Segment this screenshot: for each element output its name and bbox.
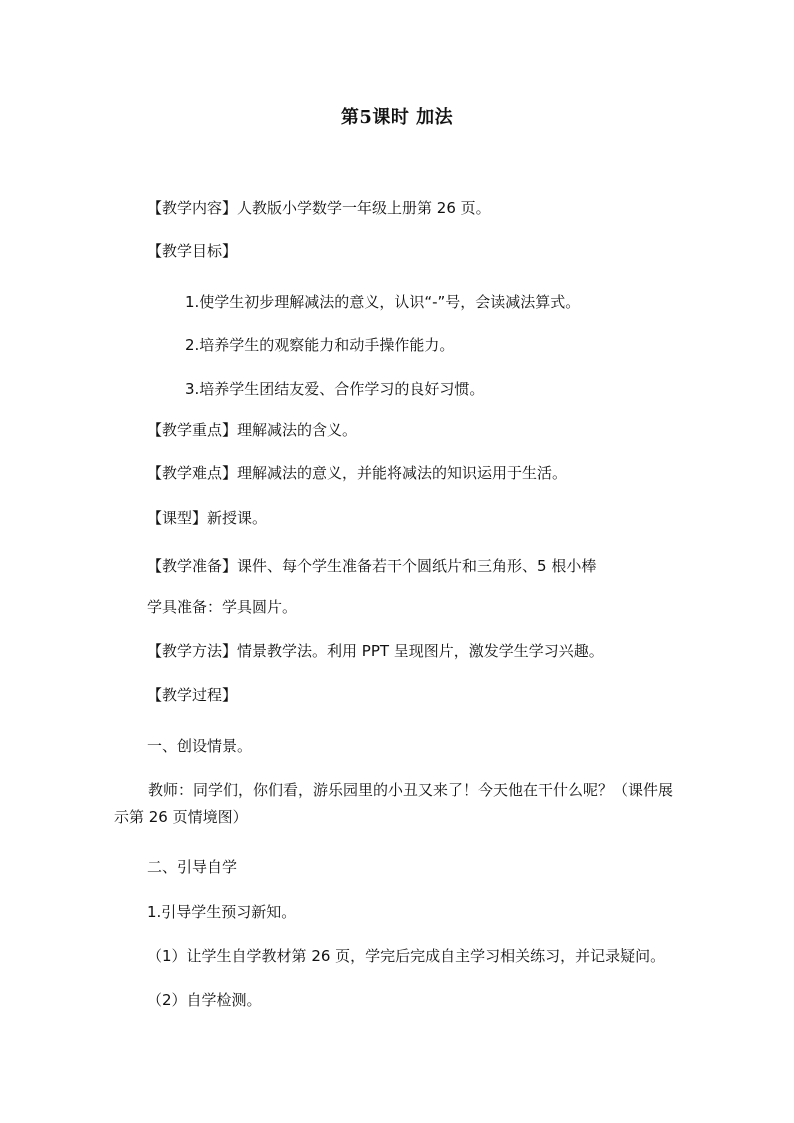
lesson-type (147, 507, 267, 529)
key-point-label: 【教学重点】 (147, 421, 238, 439)
difficulty-label: 【教学难点】 (147, 464, 238, 482)
document-title: 第5课时 加法 (340, 107, 454, 128)
teaching-content-text: 人教版小学数学一年级上册第 26 页。 (237, 199, 491, 217)
section-heading-1: 一、创设情景。 (147, 737, 253, 755)
teaching-goals-label: 【教学目标】 (147, 242, 238, 260)
goal-item-3: 3.培养学生团结友爱、合作学习的良好习惯。 (185, 380, 485, 398)
difficulty (147, 462, 567, 484)
process-label: 【教学过程】 (147, 686, 238, 704)
step-1-b: （2）自学检测。 (147, 991, 262, 1009)
teaching-content (147, 197, 491, 219)
section-heading-2: 二、引导自学 (147, 858, 238, 876)
key-point (147, 419, 357, 441)
preparation-extra: 学具准备：学具圆片。 (147, 598, 298, 616)
preparation-label: 【教学准备】 (147, 557, 238, 575)
difficulty-text: 理解减法的意义，并能将减法的知识运用于生活。 (237, 464, 568, 482)
teacher-paragraph: 教师：同学们，你们看，游乐园里的小丑又来了！今天他在干什么呢？（课件展示第 26 页情境图） (114, 781, 674, 826)
method-text: 情景教学法。利用 PPT 呈现图片，激发学生学习兴趣。 (237, 642, 604, 660)
method (147, 640, 604, 662)
preparation-text: 课件、每个学生准备若干个圆纸片和三角形、5 根小棒 (237, 557, 597, 575)
step-1-a: （1）让学生自学教材第 26 页，学完后完成自主学习相关练习，并记录疑问。 (147, 947, 666, 965)
lesson-type-text: 新授课。 (207, 509, 268, 527)
teaching-content-label: 【教学内容】 (147, 199, 238, 217)
lesson-type-label: 【课型】 (147, 509, 208, 527)
step-1: 1.引导学生预习新知。 (147, 903, 297, 921)
key-point-text: 理解减法的含义。 (237, 421, 358, 439)
goal-item-1: 1.使学生初步理解减法的意义，认识“-”号，会读减法算式。 (185, 293, 581, 311)
preparation (147, 555, 596, 577)
method-label: 【教学方法】 (147, 642, 238, 660)
goal-item-2: 2.培养学生的观察能力和动手操作能力。 (185, 336, 455, 354)
